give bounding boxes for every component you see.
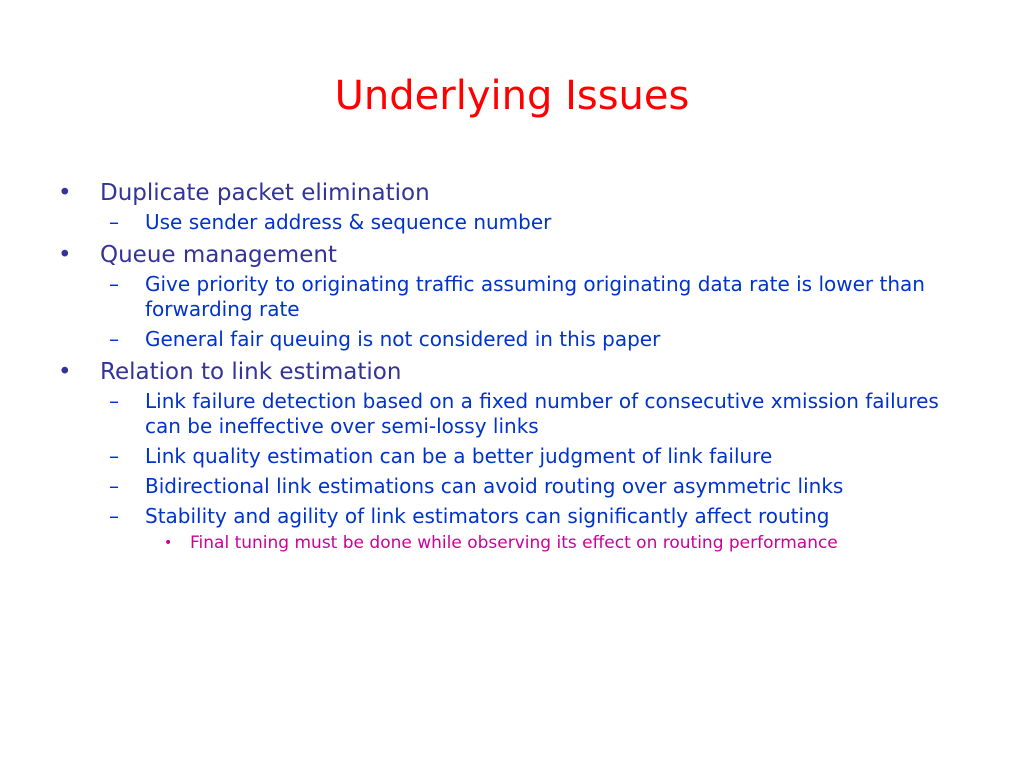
dash-marker: – xyxy=(109,389,119,413)
sub-bullet-text: General fair queuing is not considered in this paper xyxy=(145,327,661,351)
sub-bullet-item xyxy=(109,444,968,469)
dash-marker: – xyxy=(109,474,119,498)
dash-marker: – xyxy=(109,210,119,234)
sub-bullet-text: Give priority to originating traffic assuming originating data rate is lower than forwarding rate xyxy=(145,272,925,321)
slide-title: Underlying Issues xyxy=(334,73,690,119)
bullet-text: Relation to link estimation xyxy=(100,359,402,385)
bullet-item xyxy=(58,357,968,388)
sub-bullet-text: Bidirectional link estimations can avoid routing over asymmetric links xyxy=(145,474,844,498)
bullet-marker: • xyxy=(58,180,72,206)
dash-marker: – xyxy=(109,327,119,351)
bullet-item xyxy=(58,240,968,271)
sub-bullet-text: Link failure detection based on a fixed number of consecutive xmission failures can be ineffective over semi-lossy links xyxy=(145,389,939,438)
sub-sub-bullet-text: Final tuning must be done while observing its effect on routing performance xyxy=(190,533,838,553)
sub-bullet-item xyxy=(109,389,968,439)
sub-bullet-item xyxy=(109,272,968,322)
bullet-text: Duplicate packet elimination xyxy=(100,180,430,206)
sub-bullet-text: Stability and agility of link estimators can significantly affect routing xyxy=(145,504,830,528)
sub-bullet-text: Use sender address & sequence number xyxy=(145,210,552,234)
sub-sub-bullet-item xyxy=(164,532,968,554)
sub-bullet-text: Link quality estimation can be a better judgment of link failure xyxy=(145,444,773,468)
bullet-text: Queue management xyxy=(100,242,337,268)
sub-bullet-item xyxy=(109,474,968,499)
dash-marker: – xyxy=(109,504,119,528)
sub-bullet-item xyxy=(109,210,968,235)
bullet-item xyxy=(58,178,968,209)
bullet-list xyxy=(58,178,968,554)
bullet-marker: • xyxy=(164,535,173,551)
dash-marker: – xyxy=(109,444,119,468)
sub-bullet-item xyxy=(109,327,968,352)
bullet-marker: • xyxy=(58,359,72,385)
dash-marker: – xyxy=(109,272,119,296)
bullet-marker: • xyxy=(58,242,72,268)
sub-bullet-item xyxy=(109,504,968,529)
